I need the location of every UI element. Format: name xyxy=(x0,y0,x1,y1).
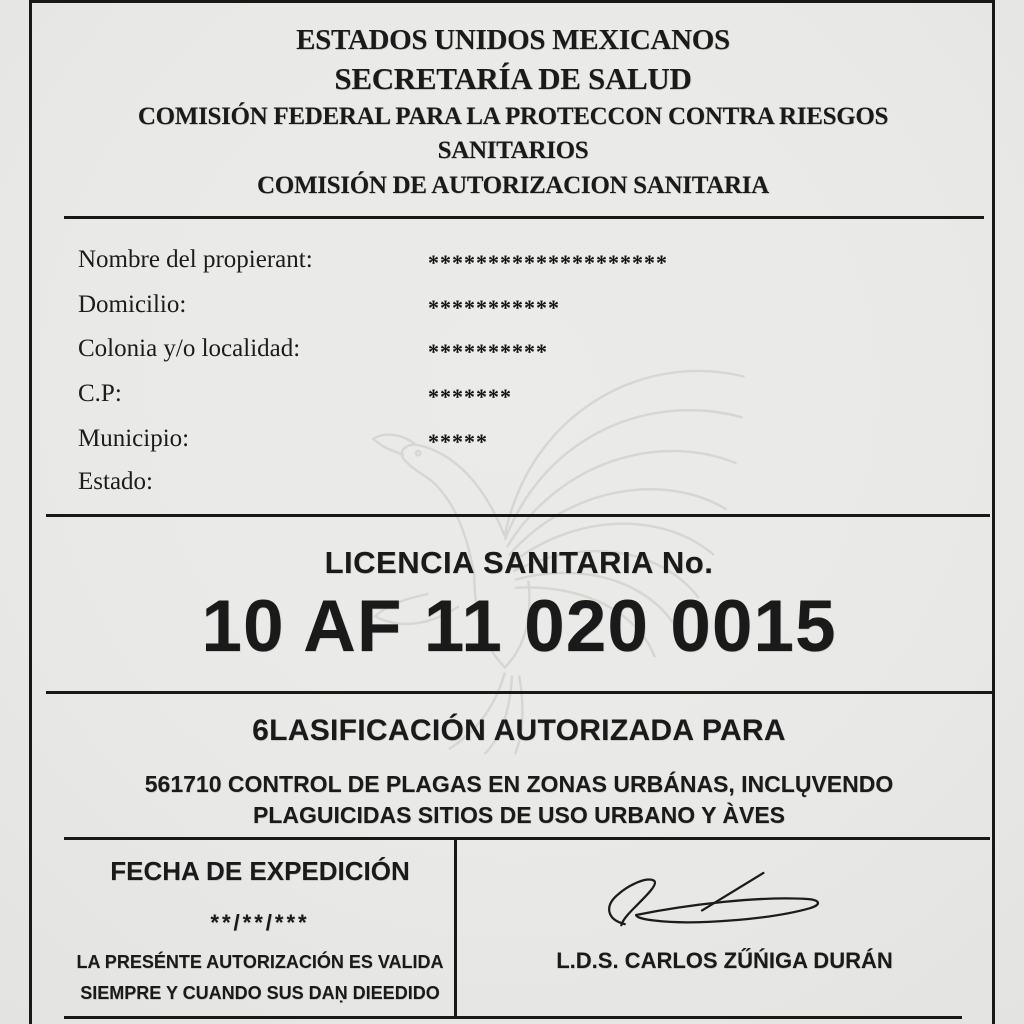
license-title: LICENCIA SANITARIA No. xyxy=(324,545,714,580)
field-value-colonia: ********** xyxy=(428,339,548,364)
expedition-note-line1: LA PRESÉNTE AUTORIZACIÓN ES VALIDA xyxy=(76,952,444,972)
field-label-colonia: Colonia y/o localidad: xyxy=(78,335,301,362)
frame-top-line xyxy=(29,0,995,3)
divider-header xyxy=(64,216,984,219)
divider-bottom-boxes-top xyxy=(64,837,990,840)
classification-line2: PLAGUICIDAS SITIOS DE USO URBANO Y ÀVES xyxy=(252,802,786,828)
field-value-cp: ******* xyxy=(428,384,512,409)
divider-license-top xyxy=(46,514,990,517)
divider-license-bottom xyxy=(46,691,994,694)
divider-bottom-line xyxy=(64,1016,962,1019)
classification-line1: 561710 CONTROL DE PLAGAS EN ZONAS URBÁNAS, INCLŲVENDO xyxy=(144,771,894,797)
expedition-note-line2: SIEMPRE Y CUANDO SUS DAṆ DIEEDIDO xyxy=(80,983,440,1003)
field-value-municipio: ***** xyxy=(428,429,488,454)
header-country: ESTADOS UNIDOS MEXICANOS xyxy=(296,24,730,56)
field-value-domicilio: *********** xyxy=(428,295,560,320)
signature-graphic xyxy=(590,865,830,940)
header-secretaria: SECRETARÍA DE SALUD xyxy=(334,61,692,96)
classification-title: 6LASIFICACIÓN AUTORIZADA PARA xyxy=(252,714,786,747)
expedition-date: **/**/*** xyxy=(210,910,310,935)
license-number: 10 AF 11 020 0015 xyxy=(201,586,837,667)
field-label-estado: Estado: xyxy=(78,468,153,495)
field-label-municipio: Municipio: xyxy=(78,425,190,452)
field-label-cp: C.P: xyxy=(78,380,122,407)
field-label-domicilio: Domicilio: xyxy=(78,291,187,318)
field-value-nombre: ******************** xyxy=(428,250,668,275)
divider-bottom-vertical xyxy=(454,837,457,1019)
header-comision-autorizacion: COMISIÓN DE AUTORIZACION SANITARIA xyxy=(257,172,769,199)
header-sanitarios: SANITARIOS xyxy=(437,137,589,164)
signatory-name: L.D.S. CARLOS ZŰŃIGA DURÁN xyxy=(556,948,893,973)
header-comision-federal: COMISIÓN FEDERAL PARA LA PROTECCON CONTRA RIESGOS xyxy=(137,103,889,130)
expedition-title: FECHA DE EXPEDICIÓN xyxy=(110,856,410,886)
field-label-nombre: Nombre del propierant: xyxy=(78,246,313,273)
